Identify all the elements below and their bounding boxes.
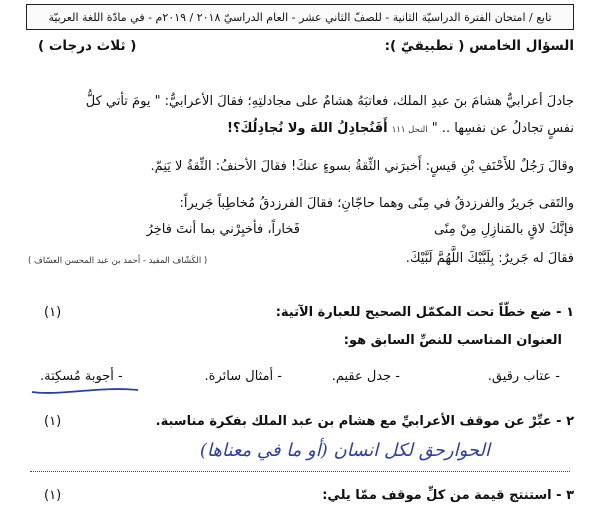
q3-marks: (١) [44,488,62,503]
verse-first-half: فإنَّكَ لاقٍ بالمَنازِلِ مِنْ مِنًى [433,222,574,237]
q1-option-2[interactable]: - جدل عقيم. [331,369,400,384]
question-title: السؤال الخامس ( تطبيقيّ ): [384,38,574,54]
passage-quote: نفسٍ تجادلُ عن نفسِها .. " [431,121,574,136]
q1-marks: (١) [44,305,62,320]
passage-line-4: والتَقى جَريرٌ والفرزدقُ في مِنًى وهما حاجّانِ؛ فقالَ الفرزدقُ مُخاطِباً جَريراً: [179,196,574,211]
passage-question: أَفَنُجادِلُ اللهَ ولا نُجادِلُكَ؟! [226,121,388,136]
q1-option-3[interactable]: - أمثال سائرة. [204,369,282,384]
passage-line-2 [26,121,574,136]
exam-header: تابع / امتحان الفترة الدراسيّة الثانية - للصفّ الثاني عشر - العام الدراسيّ ٢٠١٨ / ٢٠١٩م - في مادّة اللغة العربيّة [26,4,574,30]
passage-line-1: جادلَ أعرابيٌّ هشامَ بنَ عبدِ الملك، فعاتبَهُ هشامٌ على مجادلتِهِ؛ فقالَ الأعرابيُّ: " يومَ تأتي كلُّ [85,94,574,109]
q1-stem: العنوان المناسب للنصِّ السابق هو: [343,333,562,348]
handwritten-underline [30,384,140,398]
q2-handwritten-answer[interactable]: الحوارحق لكل انسان (أو ما في معناها) [199,440,490,461]
quran-reference: النحل ١١١ [391,125,428,135]
q1-option-4[interactable]: - أجوبة مُسكِتة. [40,369,123,384]
q1-option-1[interactable]: - عتاب رقيق. [487,369,560,384]
passage-source: ( الكَشّاف المفيد - أحمد بن عبد المحسن العسّاف ) [28,256,208,266]
q2-marks: (١) [44,414,62,429]
passage-line-5: فقالَ له جَريرٌ: بِلَبَّيْكَ اللَّهُمَّ لَبَّيْكَ. [405,251,574,266]
q2-prompt: ٢ - عبِّرْ عن موقف الأعرابيِّ مع هشام بن عبد الملك بفكرة مناسبة. [155,414,574,429]
verse-second-half: فَخاراً، فأخبِرْني بما أنتَ فاخِرُ [146,222,300,237]
q3-prompt: ٣ - استنتج قيمة من كلِّ موقف ممّا يلي: [322,488,574,503]
q1-prompt: ١ - ضع خطّاً تحت المكمّل الصحيح للعبارة الآتية: [275,305,574,320]
question-marks: ( ثلاث درجات ) [38,38,137,54]
passage-line-3: وقالَ رَجُلٌ للأَحْنَفِ بْنِ قيسٍ: أَخبرَني الثِّقةُ بسوءٍ عنكَ! فقالَ الأحنفُ: الثِّقةُ لا يَنِمّ. [150,159,574,174]
answer-line [30,470,570,472]
